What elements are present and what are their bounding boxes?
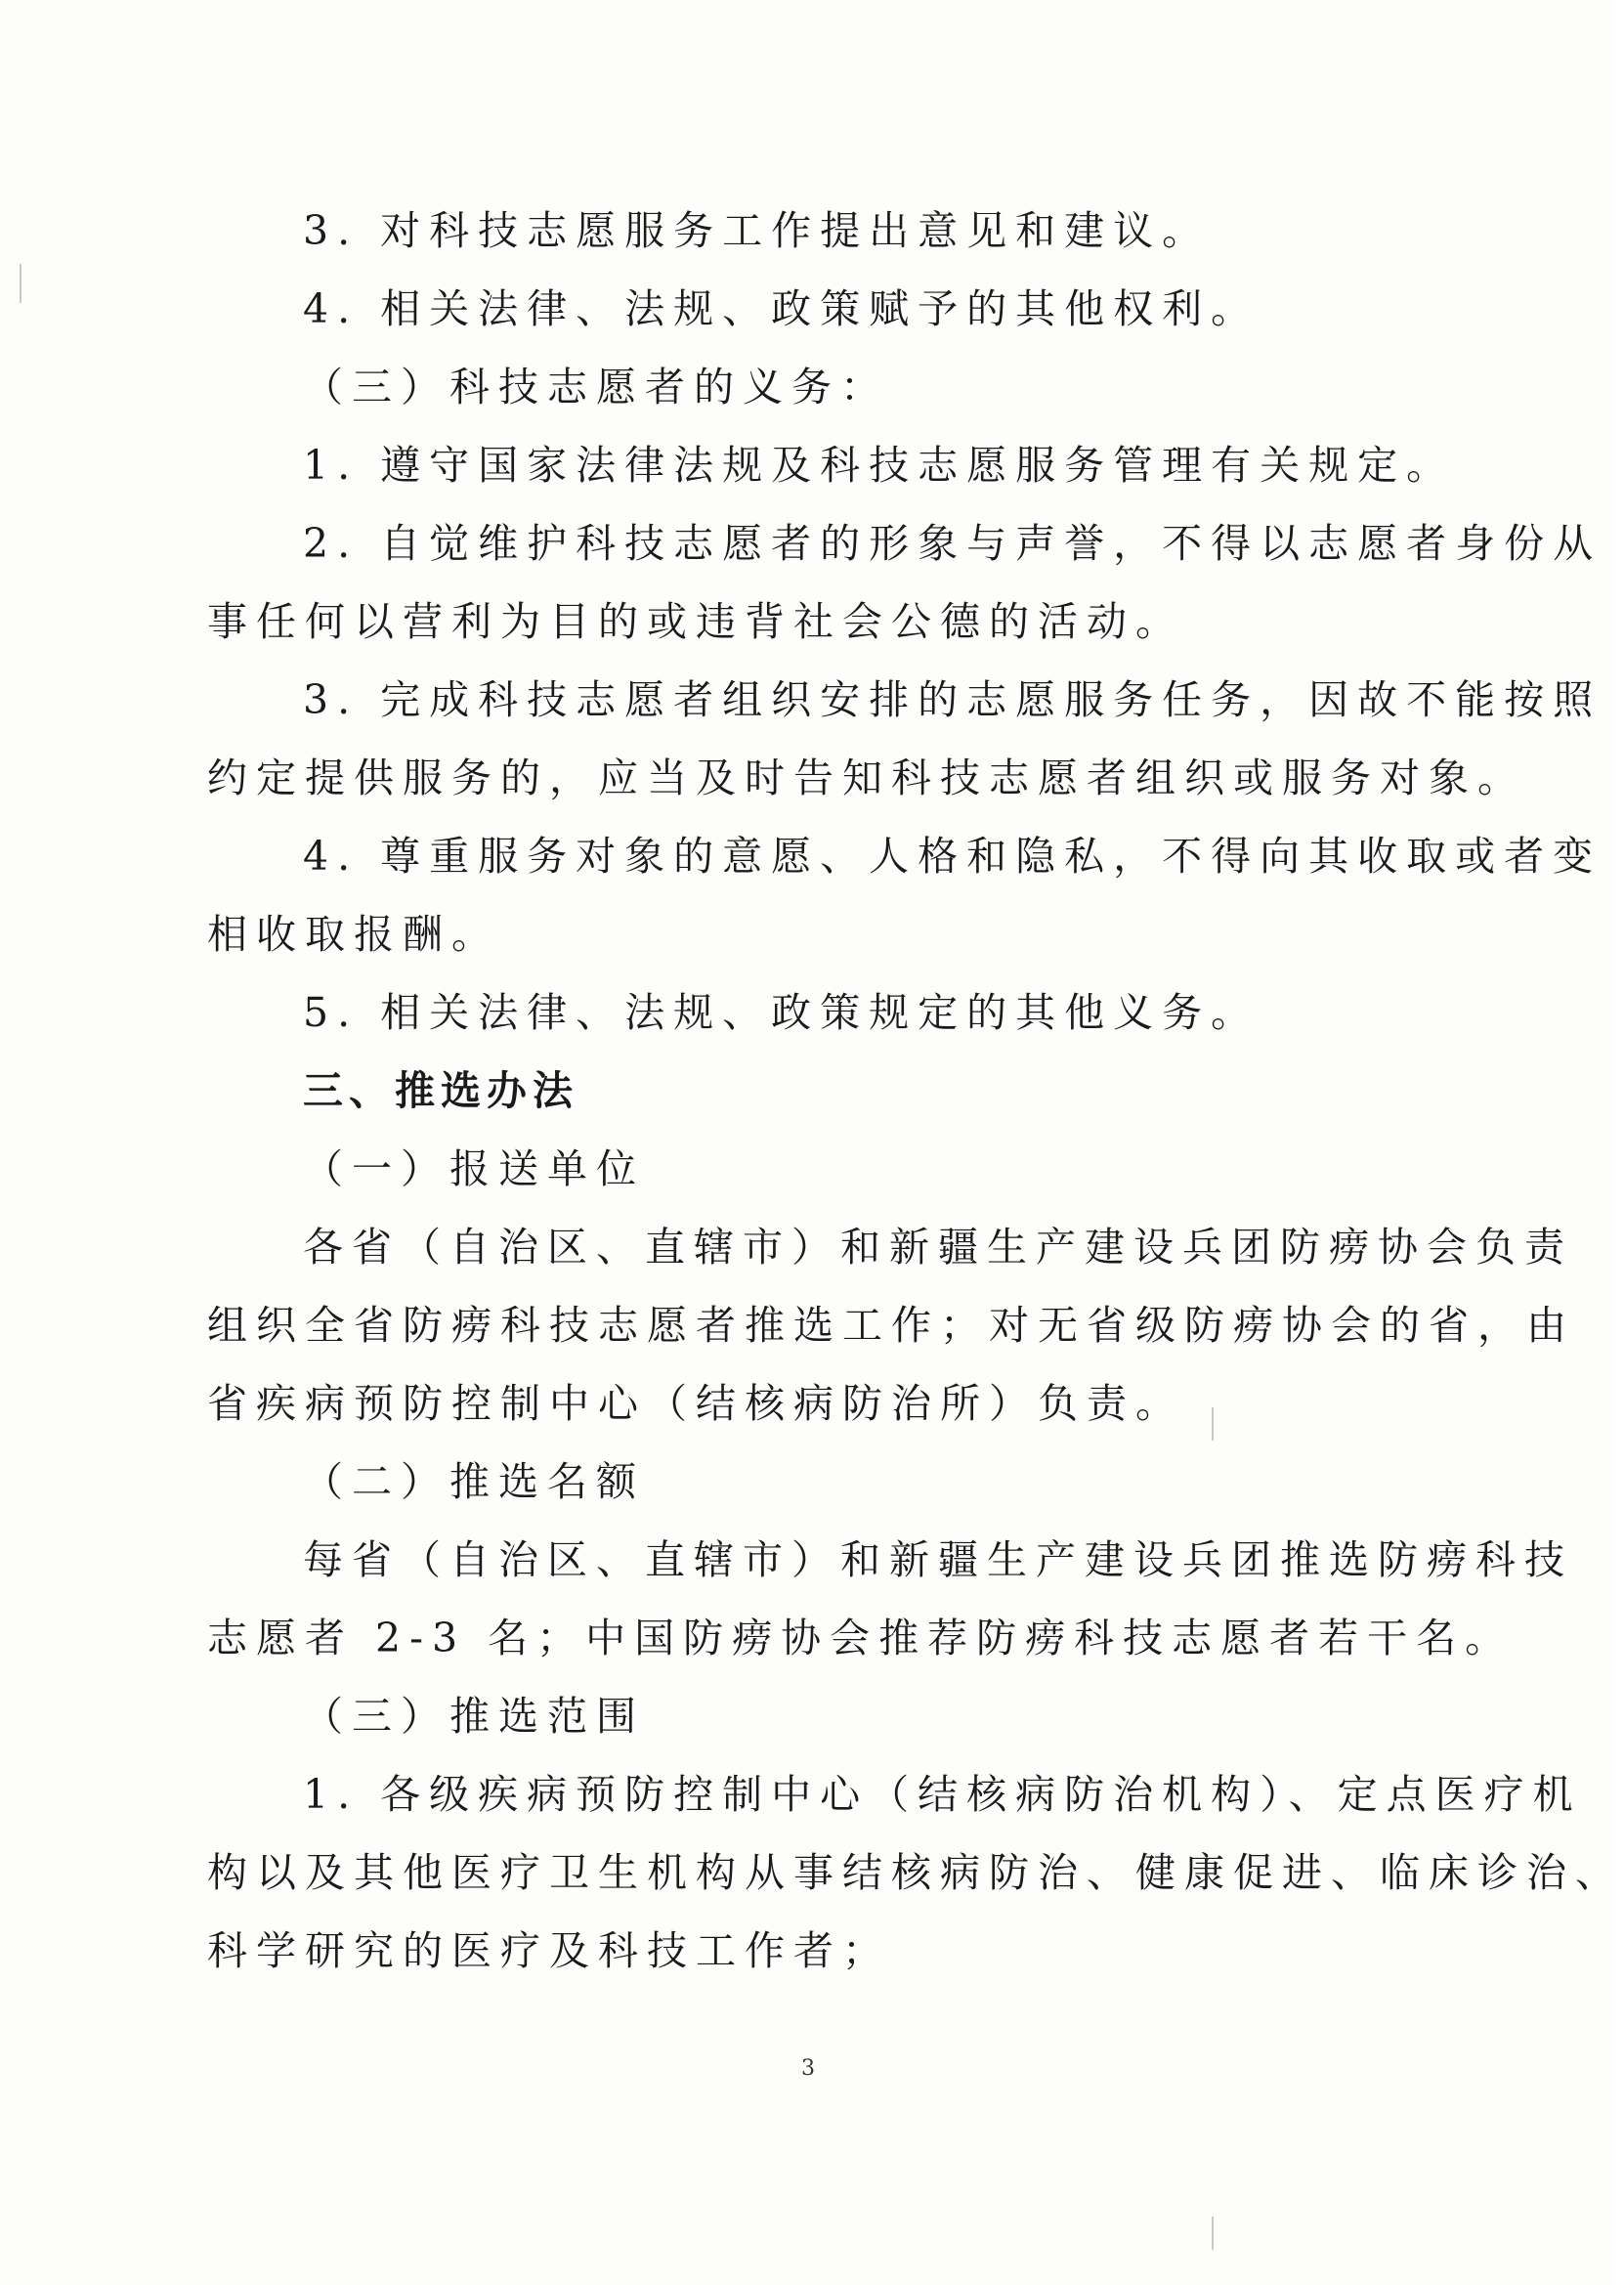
paragraph-line: 4. 尊重服务对象的意愿、人格和隐私，不得向其收取或者变 bbox=[303, 833, 1603, 880]
paragraph-line: 事任何以营利为目的或违背社会公德的活动。 bbox=[207, 598, 1184, 645]
paragraph-line: 志愿者 2-3 名；中国防痨协会推荐防痨科技志愿者若干名。 bbox=[207, 1615, 1515, 1661]
subsection-heading: （三）推选范围 bbox=[303, 1693, 645, 1740]
paragraph-line: 4. 相关法律、法规、政策赋予的其他权利。 bbox=[303, 285, 1261, 332]
subsection-heading: （三）科技志愿者的义务： bbox=[303, 364, 889, 410]
paragraph-line: 3. 对科技志愿服务工作提出意见和建议。 bbox=[303, 207, 1212, 254]
subsection-heading: （二）推选名额 bbox=[303, 1458, 645, 1505]
subsection-heading: （一）报送单位 bbox=[303, 1145, 645, 1192]
paragraph-line: 2. 自觉维护科技志愿者的形象与声誉，不得以志愿者身份从 bbox=[303, 520, 1603, 567]
scan-mark bbox=[1212, 2217, 1214, 2250]
paragraph-line: 1. 遵守国家法律法规及科技志愿服务管理有关规定。 bbox=[303, 442, 1456, 489]
paragraph-line: 5. 相关法律、法规、政策规定的其他义务。 bbox=[303, 989, 1261, 1036]
paragraph-line: 每省（自治区、直辖市）和新疆生产建设兵团推选防痨科技 bbox=[303, 1536, 1573, 1583]
paragraph-line: 构以及其他医疗卫生机构从事结核病防治、健康促进、临床诊治、 bbox=[207, 1849, 1624, 1896]
paragraph-line: 3. 完成科技志愿者组织安排的志愿服务任务，因故不能按照 bbox=[303, 676, 1603, 723]
paragraph-line: 省疾病预防控制中心（结核病防治所）负责。 bbox=[207, 1380, 1184, 1427]
page-number: 3 bbox=[801, 2056, 815, 2081]
paragraph-line: 相收取报酬。 bbox=[207, 911, 500, 958]
scan-mark bbox=[20, 264, 21, 303]
paragraph-line: 约定提供服务的，应当及时告知科技志愿者组织或服务对象。 bbox=[207, 754, 1526, 801]
paragraph-line: 科学研究的医疗及科技工作者； bbox=[207, 1927, 891, 1974]
paragraph-line: 各省（自治区、直辖市）和新疆生产建设兵团防痨协会负责 bbox=[303, 1224, 1573, 1271]
paragraph-line: 组织全省防痨科技志愿者推选工作；对无省级防痨协会的省，由 bbox=[207, 1302, 1575, 1349]
section-heading: 三、推选办法 bbox=[303, 1067, 578, 1114]
paragraph-line: 1. 各级疾病预防控制中心（结核病防治机构）、定点医疗机 bbox=[303, 1771, 1582, 1818]
scan-mark bbox=[1212, 1407, 1214, 1441]
